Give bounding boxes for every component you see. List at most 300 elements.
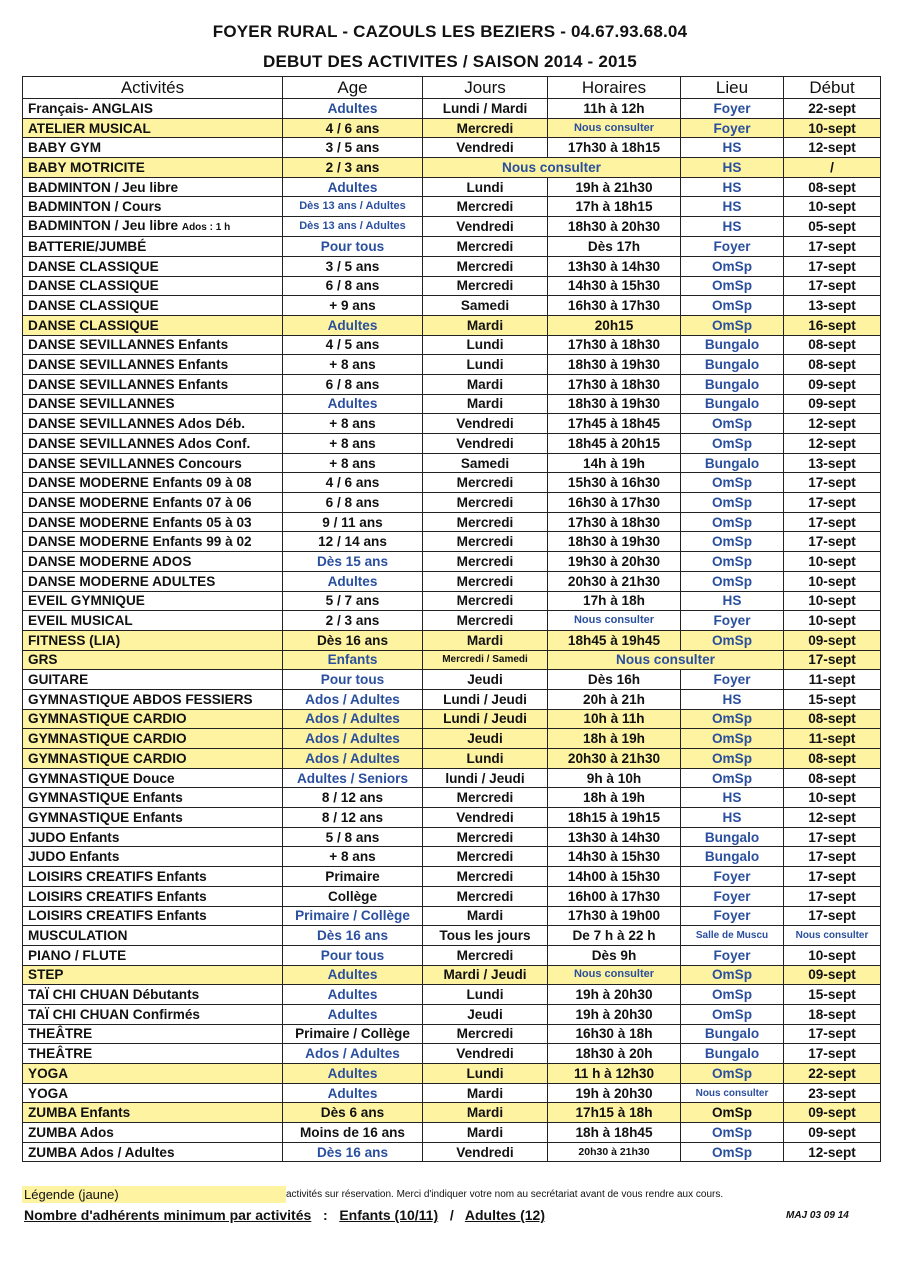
activity-name: DANSE SEVILLANNES Concours [28, 455, 242, 471]
lieu-cell: OmSp [681, 473, 784, 493]
age-cell: + 8 ans [283, 453, 423, 473]
activity-name: LOISIRS CREATIFS Enfants [28, 888, 207, 904]
table-row [23, 1083, 881, 1103]
activity-cell [23, 1064, 283, 1084]
jours-cell: Mardi [423, 1103, 548, 1123]
table-row [23, 670, 881, 690]
activity-name: BABY MOTRICITE [28, 159, 145, 175]
activity-cell [23, 591, 283, 611]
debut-cell: 09-sept [784, 374, 881, 394]
debut-cell: 23-sept [784, 1083, 881, 1103]
activity-name: DANSE MODERNE Enfants 09 à 08 [28, 475, 252, 491]
activity-name: MUSCULATION [28, 928, 128, 944]
age-cell: 2 / 3 ans [283, 158, 423, 178]
age-cell: Dès 16 ans [283, 630, 423, 650]
age-cell: 2 / 3 ans [283, 611, 423, 631]
jours-cell: Mercredi [423, 197, 548, 217]
activity-cell [23, 414, 283, 434]
table-row [23, 1103, 881, 1123]
lieu-cell: Bungalo [681, 335, 784, 355]
age-cell: 5 / 7 ans [283, 591, 423, 611]
table-row [23, 256, 881, 276]
table-row [23, 1123, 881, 1143]
horaires-cell: 16h30 à 18h [548, 1024, 681, 1044]
activity-cell [23, 630, 283, 650]
activity-name: FITNESS (LIA) [28, 632, 121, 648]
age-cell: Adultes [283, 1004, 423, 1024]
horaires-cell: 17h30 à 19h00 [548, 906, 681, 926]
legend-label: Légende (jaune) [22, 1186, 286, 1203]
horaires-cell: 16h30 à 17h30 [548, 493, 681, 513]
lieu-cell: Foyer [681, 867, 784, 887]
debut-cell: 17-sept [784, 650, 881, 670]
jours-cell: Lundi [423, 355, 548, 375]
activity-name: BADMINTON / Cours [28, 199, 162, 215]
activity-cell [23, 650, 283, 670]
age-cell: 6 / 8 ans [283, 374, 423, 394]
activity-name: DANSE MODERNE ADULTES [28, 573, 216, 589]
activity-cell [23, 1123, 283, 1143]
lieu-cell: HS [681, 788, 784, 808]
horaires-cell: 18h30 à 19h30 [548, 532, 681, 552]
jours-cell: Mardi [423, 394, 548, 414]
activity-name: EVEIL MUSICAL [28, 613, 133, 629]
table-header-row [23, 77, 881, 99]
horaires-cell: 18h30 à 20h30 [548, 217, 681, 237]
activity-cell [23, 256, 283, 276]
age-cell: 8 / 12 ans [283, 788, 423, 808]
lieu-cell: Bungalo [681, 355, 784, 375]
activity-cell [23, 926, 283, 946]
jours-cell: Mercredi [423, 827, 548, 847]
jours-cell: Lundi [423, 985, 548, 1005]
activity-name: BATTERIE/JUMBÉ [28, 238, 147, 254]
age-cell: Adultes [283, 99, 423, 119]
lieu-cell: Foyer [681, 118, 784, 138]
age-cell: Dès 16 ans [283, 1142, 423, 1162]
activity-cell [23, 197, 283, 217]
age-cell: Ados / Adultes [283, 749, 423, 769]
table-row [23, 571, 881, 591]
age-cell: Adultes [283, 315, 423, 335]
activity-cell [23, 118, 283, 138]
horaires-cell: 14h00 à 15h30 [548, 867, 681, 887]
column-header-activites: Activités [23, 77, 283, 99]
activity-name: DANSE MODERNE Enfants 05 à 03 [28, 514, 252, 530]
minimum-adultes: Adultes (12) [464, 1207, 545, 1223]
age-cell: 5 / 8 ans [283, 827, 423, 847]
activity-cell [23, 985, 283, 1005]
debut-cell: 22-sept [784, 1064, 881, 1084]
lieu-cell: HS [681, 138, 784, 158]
lieu-cell: Foyer [681, 611, 784, 631]
jours-cell: Vendredi [423, 414, 548, 434]
activity-name: DANSE SEVILLANNES Enfants [28, 337, 229, 353]
jours-cell: Jeudi [423, 729, 548, 749]
table-row [23, 591, 881, 611]
debut-cell: 12-sept [784, 434, 881, 454]
age-cell: 4 / 6 ans [283, 118, 423, 138]
activity-cell [23, 1142, 283, 1162]
table-row [23, 532, 881, 552]
table-row [23, 374, 881, 394]
lieu-cell: HS [681, 217, 784, 237]
debut-cell: 08-sept [784, 768, 881, 788]
age-cell: Dès 13 ans / Adultes [283, 217, 423, 237]
activity-cell [23, 1083, 283, 1103]
table-row [23, 1142, 881, 1162]
minimum-enfants: Enfants (10/11) [339, 1207, 439, 1223]
table-row [23, 217, 881, 237]
debut-cell: 17-sept [784, 493, 881, 513]
lieu-cell: Foyer [681, 237, 784, 257]
jours-cell: Lundi / Jeudi [423, 689, 548, 709]
table-row [23, 1004, 881, 1024]
horaires-cell: 17h45 à 18h45 [548, 414, 681, 434]
debut-cell: 17-sept [784, 847, 881, 867]
lieu-cell: OmSp [681, 709, 784, 729]
debut-cell: 08-sept [784, 355, 881, 375]
activity-name: DANSE MODERNE Enfants 99 à 02 [28, 534, 252, 550]
activity-name: DANSE SEVILLANNES Ados Déb. [28, 416, 246, 432]
horaires-cell: 18h15 à 19h15 [548, 808, 681, 828]
activity-cell [23, 335, 283, 355]
jours-cell: Vendredi [423, 138, 548, 158]
activity-cell [23, 532, 283, 552]
lieu-cell: OmSp [681, 315, 784, 335]
jours-cell: Mercredi / Samedi [423, 650, 548, 670]
activity-cell [23, 434, 283, 454]
age-cell: Adultes [283, 985, 423, 1005]
debut-cell: 11-sept [784, 729, 881, 749]
age-cell: Dès 15 ans [283, 552, 423, 572]
lieu-cell: Foyer [681, 906, 784, 926]
lieu-cell: OmSp [681, 1123, 784, 1143]
jours-cell: Mercredi [423, 788, 548, 808]
debut-cell: 17-sept [784, 1044, 881, 1064]
table-row [23, 296, 881, 316]
activity-name: DANSE SEVILLANNES Ados Conf. [28, 435, 251, 451]
activity-cell [23, 453, 283, 473]
horaires-cell: De 7 h à 22 h [548, 926, 681, 946]
age-cell: Adultes / Seniors [283, 768, 423, 788]
debut-cell: 10-sept [784, 945, 881, 965]
table-row [23, 630, 881, 650]
activity-name: ZUMBA Enfants [28, 1105, 131, 1121]
page-subtitle: DEBUT DES ACTIVITES / SAISON 2014 - 2015 [263, 52, 637, 71]
horaires-cell: Nous consulter [548, 118, 681, 138]
lieu-cell: Bungalo [681, 394, 784, 414]
age-cell: 4 / 6 ans [283, 473, 423, 493]
debut-cell: 10-sept [784, 118, 881, 138]
jours-cell: Mardi / Jeudi [423, 965, 548, 985]
lieu-cell: Nous consulter [681, 1083, 784, 1103]
lieu-cell: OmSp [681, 985, 784, 1005]
debut-cell: 10-sept [784, 552, 881, 572]
horaires-cell: 17h à 18h [548, 591, 681, 611]
activity-cell [23, 689, 283, 709]
debut-cell: 10-sept [784, 571, 881, 591]
horaires-cell: 18h45 à 20h15 [548, 434, 681, 454]
table-row [23, 847, 881, 867]
lieu-cell: OmSp [681, 965, 784, 985]
debut-cell: 08-sept [784, 177, 881, 197]
activity-cell [23, 945, 283, 965]
table-row [23, 886, 881, 906]
table-row [23, 906, 881, 926]
table-row [23, 414, 881, 434]
table-row [23, 1044, 881, 1064]
activity-name: TAÏ CHI CHUAN Confirmés [28, 1006, 200, 1022]
activity-cell [23, 177, 283, 197]
horaires-cell: 19h30 à 20h30 [548, 552, 681, 572]
jours-cell: Lundi [423, 749, 548, 769]
debut-cell: 17-sept [784, 473, 881, 493]
activity-cell [23, 867, 283, 887]
update-date: MAJ 03 09 14 [786, 1210, 849, 1221]
activity-name: THEÂTRE [28, 1046, 93, 1062]
jours-cell: Mardi [423, 374, 548, 394]
table-row [23, 335, 881, 355]
horaires-cell: 17h15 à 18h [548, 1103, 681, 1123]
table-row [23, 473, 881, 493]
horaires-cell: 20h15 [548, 315, 681, 335]
debut-cell: 17-sept [784, 237, 881, 257]
age-cell: Adultes [283, 571, 423, 591]
column-header-age: Age [283, 77, 423, 99]
horaires-cell: 18h à 19h [548, 729, 681, 749]
jours-cell: Mercredi [423, 532, 548, 552]
jours-cell: Tous les jours [423, 926, 548, 946]
jours-cell: Mardi [423, 630, 548, 650]
horaires-cell: 18h45 à 19h45 [548, 630, 681, 650]
lieu-cell: OmSp [681, 1103, 784, 1123]
activity-cell [23, 473, 283, 493]
table-row [23, 552, 881, 572]
lieu-cell: OmSp [681, 630, 784, 650]
activity-cell [23, 99, 283, 119]
activity-cell [23, 138, 283, 158]
activity-cell [23, 788, 283, 808]
horaires-cell: 19h à 20h30 [548, 1083, 681, 1103]
debut-cell: 17-sept [784, 276, 881, 296]
jours-cell: Vendredi [423, 434, 548, 454]
jours-cell: Mercredi [423, 611, 548, 631]
jours-cell: Jeudi [423, 670, 548, 690]
horaires-cell: 14h à 19h [548, 453, 681, 473]
age-cell: Primaire [283, 867, 423, 887]
lieu-cell: OmSp [681, 493, 784, 513]
activity-cell [23, 552, 283, 572]
table-row [23, 197, 881, 217]
horaires-cell: 20h à 21h [548, 689, 681, 709]
lieu-cell: OmSp [681, 1004, 784, 1024]
table-row [23, 512, 881, 532]
table-row [23, 749, 881, 769]
jours-cell: Vendredi [423, 1142, 548, 1162]
age-cell: Adultes [283, 177, 423, 197]
activity-name: DANSE CLASSIQUE [28, 298, 159, 314]
debut-cell: 22-sept [784, 99, 881, 119]
jours-cell: Mercredi [423, 591, 548, 611]
debut-cell: 09-sept [784, 630, 881, 650]
table-row [23, 394, 881, 414]
lieu-cell: Salle de Muscu [681, 926, 784, 946]
activity-cell [23, 709, 283, 729]
activity-cell [23, 847, 283, 867]
horaires-cell: 9h à 10h [548, 768, 681, 788]
table-row [23, 177, 881, 197]
column-header-lieu: Lieu [681, 77, 784, 99]
table-row [23, 945, 881, 965]
debut-cell: 10-sept [784, 197, 881, 217]
horaires-cell: 10h à 11h [548, 709, 681, 729]
debut-cell: 16-sept [784, 315, 881, 335]
age-cell: Pour tous [283, 945, 423, 965]
age-cell: Collège [283, 886, 423, 906]
age-cell: Primaire / Collège [283, 906, 423, 926]
debut-cell: 15-sept [784, 689, 881, 709]
activity-name: GYMNASTIQUE CARDIO [28, 731, 187, 747]
table-row [23, 827, 881, 847]
debut-cell: 09-sept [784, 394, 881, 414]
debut-cell: 17-sept [784, 886, 881, 906]
lieu-cell: Foyer [681, 670, 784, 690]
activity-cell [23, 158, 283, 178]
activity-name: DANSE SEVILLANNES Enfants [28, 376, 229, 392]
table-row [23, 689, 881, 709]
page-title: FOYER RURAL - CAZOULS LES BEZIERS - 04.67.93.68.04 [212, 22, 688, 41]
debut-cell: 10-sept [784, 611, 881, 631]
lieu-cell: OmSp [681, 1064, 784, 1084]
activity-cell [23, 768, 283, 788]
age-cell: 8 / 12 ans [283, 808, 423, 828]
jours-cell: Mercredi [423, 118, 548, 138]
debut-cell: 15-sept [784, 985, 881, 1005]
age-cell: 9 / 11 ans [283, 512, 423, 532]
jours-cell: Samedi [423, 296, 548, 316]
debut-cell: 09-sept [784, 1123, 881, 1143]
legend-note: activités sur réservation. Merci d'indiquer votre nom au secrétariat avant de vous rendre aux cours. [286, 1189, 724, 1200]
table-row [23, 276, 881, 296]
activity-name: ATELIER MUSICAL [28, 120, 151, 136]
table-row [23, 985, 881, 1005]
age-cell: Adultes [283, 965, 423, 985]
horaires-cell: 17h30 à 18h15 [548, 138, 681, 158]
activity-cell [23, 670, 283, 690]
activity-cell [23, 906, 283, 926]
age-cell: 6 / 8 ans [283, 493, 423, 513]
horaires-cell: 18h30 à 19h30 [548, 355, 681, 375]
horaires-cell: 18h30 à 19h30 [548, 394, 681, 414]
debut-cell: 10-sept [784, 788, 881, 808]
jours-cell: Mercredi [423, 886, 548, 906]
debut-cell: 17-sept [784, 256, 881, 276]
age-cell: 4 / 5 ans [283, 335, 423, 355]
jours-cell: Lundi [423, 335, 548, 355]
horaires-cell: 13h30 à 14h30 [548, 256, 681, 276]
lieu-cell: HS [681, 689, 784, 709]
age-cell: Adultes [283, 1083, 423, 1103]
activity-cell [23, 729, 283, 749]
age-cell: Dès 6 ans [283, 1103, 423, 1123]
activity-cell [23, 493, 283, 513]
age-cell: + 9 ans [283, 296, 423, 316]
horaires-cell: 13h30 à 14h30 [548, 827, 681, 847]
activity-cell [23, 1004, 283, 1024]
activity-name: ZUMBA Ados / Adultes [28, 1144, 175, 1160]
activity-name: TAÏ CHI CHUAN Débutants [28, 987, 200, 1003]
table-row [23, 1024, 881, 1044]
table-row [23, 965, 881, 985]
lieu-cell: OmSp [681, 276, 784, 296]
debut-cell: 11-sept [784, 670, 881, 690]
horaires-cell: 14h30 à 15h30 [548, 847, 681, 867]
table-row [23, 709, 881, 729]
lieu-cell: OmSp [681, 768, 784, 788]
activity-name: GYMNASTIQUE Enfants [28, 809, 183, 825]
jours-cell: Mercredi [423, 473, 548, 493]
jours-cell: Mercredi [423, 512, 548, 532]
activities-table [22, 76, 881, 1162]
horaires-cell: 17h30 à 18h30 [548, 374, 681, 394]
age-cell: Enfants [283, 650, 423, 670]
age-cell: + 8 ans [283, 434, 423, 454]
activity-cell [23, 1044, 283, 1064]
horaires-cell: 16h30 à 17h30 [548, 296, 681, 316]
debut-cell: 09-sept [784, 965, 881, 985]
jours-cell: Samedi [423, 453, 548, 473]
horaires-cell: 16h00 à 17h30 [548, 886, 681, 906]
table-row [23, 493, 881, 513]
activity-cell [23, 217, 283, 237]
debut-cell: 17-sept [784, 867, 881, 887]
age-cell: Pour tous [283, 237, 423, 257]
horaires-cell: 20h30 à 21h30 [548, 749, 681, 769]
debut-cell: 08-sept [784, 709, 881, 729]
age-cell: Adultes [283, 394, 423, 414]
activity-name: DANSE SEVILLANNES [28, 396, 175, 412]
age-cell: Ados / Adultes [283, 729, 423, 749]
table-row [23, 926, 881, 946]
activity-cell [23, 571, 283, 591]
horaires-cell: 18h à 18h45 [548, 1123, 681, 1143]
horaires-cell: Nous consulter [548, 611, 681, 631]
lieu-cell: OmSp [681, 571, 784, 591]
debut-cell: 17-sept [784, 906, 881, 926]
horaires-cell: 19h à 21h30 [548, 177, 681, 197]
horaires-cell: 18h à 19h [548, 788, 681, 808]
activity-name: DANSE CLASSIQUE [28, 258, 159, 274]
age-cell: Dès 13 ans / Adultes [283, 197, 423, 217]
lieu-cell: Bungalo [681, 453, 784, 473]
horaires-cell: 19h à 20h30 [548, 1004, 681, 1024]
activity-cell [23, 1024, 283, 1044]
lieu-cell: OmSp [681, 434, 784, 454]
activity-cell [23, 611, 283, 631]
activity-name: DANSE MODERNE ADOS [28, 553, 192, 569]
horaires-cell: Nous consulter [548, 965, 681, 985]
age-cell: + 8 ans [283, 355, 423, 375]
lieu-cell: HS [681, 591, 784, 611]
age-cell: + 8 ans [283, 414, 423, 434]
table-row [23, 453, 881, 473]
table-row [23, 611, 881, 631]
lieu-cell: Foyer [681, 886, 784, 906]
debut-cell: 09-sept [784, 1103, 881, 1123]
minimum-slash: / [449, 1207, 454, 1223]
lieu-cell: OmSp [681, 552, 784, 572]
